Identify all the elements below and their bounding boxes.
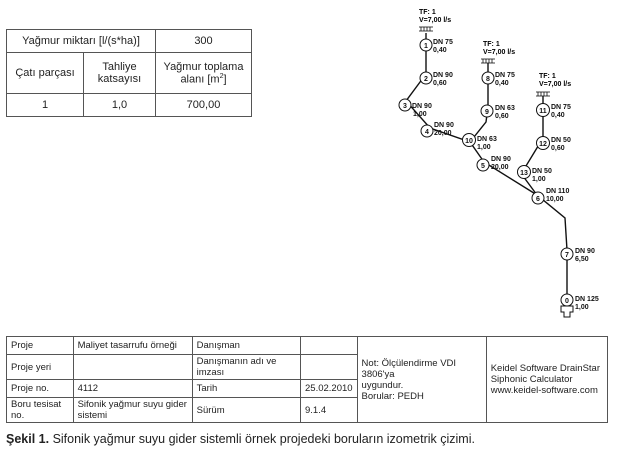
project-location-label: Proje yeri: [7, 355, 74, 380]
node-12-length: 0,60: [551, 145, 565, 152]
pipe-system-label: Boru tesisat no.: [7, 398, 74, 423]
svg-text:6: 6: [536, 196, 540, 203]
catchment-area-header: Yağmur toplama alanı $[m^2]$: [156, 53, 252, 94]
roof-drain-2: [481, 41, 515, 63]
node-10-dn: DN 63: [477, 136, 497, 143]
pipe-node-3: [399, 99, 432, 118]
node-13-length: 1,00: [532, 176, 546, 183]
node-8-dn: DN 75: [495, 72, 515, 79]
rainfall-amount-value: 300: [156, 30, 252, 53]
node-1-dn: DN 75: [433, 39, 453, 46]
drain-2-flow-label: V=7,00 l/s: [483, 49, 516, 56]
project-value: Maliyet tasarrufu örneği: [73, 337, 192, 355]
drain-3-flow-label: V=7,00 l/s: [539, 81, 572, 88]
svg-text:2: 2: [424, 76, 428, 83]
note-cell: Not: Ölçülendirme VDI 3806'ya uygundur. Borular: PEDH: [357, 337, 486, 423]
consultant-name-label: Danışmanın adı ve imzası: [192, 355, 300, 380]
svg-text:7: 7: [565, 252, 569, 259]
roof-drain-icon: [481, 59, 495, 63]
pipe-node-2: [420, 72, 453, 87]
svg-text:1: 1: [424, 43, 428, 50]
svg-text:10: 10: [465, 138, 473, 145]
node-7-length: 6,50: [575, 256, 589, 263]
pipe-node-10: [463, 134, 497, 152]
node-2-dn: DN 90: [433, 72, 453, 79]
node-3-length: 1,00: [413, 111, 427, 118]
drain-2-tf-label: TF: 1: [483, 41, 500, 48]
figure-caption: [6, 432, 475, 446]
consultant-value: [301, 337, 358, 355]
catchment-area-value: 700,00: [156, 94, 252, 117]
version-label: Sürüm: [192, 398, 300, 423]
pipe-node-6: [532, 188, 569, 204]
pipe-node-8: [482, 72, 515, 87]
node-9-dn: DN 63: [495, 105, 515, 112]
roof-drain-icon: [536, 92, 550, 96]
rainfall-table: [6, 29, 252, 117]
node-4-dn: DN 90: [434, 122, 454, 129]
svg-text:4: 4: [425, 129, 429, 136]
drain-1-flow-label: V=7,00 l/s: [419, 17, 452, 24]
node-10-length: 1,00: [477, 144, 491, 151]
discharge-coefficient-value: 1,0: [84, 94, 156, 117]
pipe-system-value: Sifonik yağmur suyu gider sistemi: [73, 398, 192, 423]
pipe-node-12: [537, 137, 571, 153]
node-2-length: 0,60: [433, 80, 447, 87]
pipe-node-7: [561, 248, 595, 263]
isometric-pipe-diagram: [380, 5, 630, 320]
outlet-connector-icon: [561, 306, 573, 317]
node-7-dn: DN 90: [575, 248, 595, 255]
node-11-dn: DN 75: [551, 104, 571, 111]
figure-caption-label: Şekil 1.: [6, 432, 50, 446]
discharge-coefficient-header: Tahliye katsayısı: [84, 53, 156, 94]
node-3-dn: DN 90: [412, 103, 432, 110]
consultant-name-value: [301, 355, 358, 380]
node-9-length: 0,60: [495, 113, 509, 120]
roof-drain-3: [536, 73, 571, 96]
node-5-dn: DN 90: [491, 156, 511, 163]
node-8-length: 0,40: [495, 80, 509, 87]
roof-drain-1: [419, 9, 451, 31]
node-13-dn: DN 50: [532, 168, 552, 175]
drain-1-tf-label: TF: 1: [419, 9, 436, 16]
date-label: Tarih: [192, 380, 300, 398]
roof-part-header: Çatı parçası: [7, 53, 84, 94]
version-value: 9.1.4: [301, 398, 358, 423]
date-value: 25.02.2010: [301, 380, 358, 398]
consultant-label: Danışman: [192, 337, 300, 355]
node-6-dn: DN 110: [546, 188, 570, 195]
node-1-length: 0,40: [433, 47, 447, 54]
svg-text:3: 3: [403, 103, 407, 110]
svg-text:0: 0: [565, 298, 569, 305]
pipe-node-13: [518, 166, 552, 184]
svg-text:12: 12: [539, 141, 547, 148]
node-11-length: 0,40: [551, 112, 565, 119]
svg-text:5: 5: [481, 163, 485, 170]
project-location-value: [73, 355, 192, 380]
svg-text:13: 13: [520, 170, 528, 177]
node-4-length: 20,00: [434, 130, 452, 137]
software-cell: Keidel Software DrainStar Siphonic Calculator www.keidel-software.com: [486, 337, 607, 423]
project-number-label: Proje no.: [7, 380, 74, 398]
node-6-length: 10,00: [546, 196, 564, 203]
roof-part-value: 1: [7, 94, 84, 117]
title-block: [6, 336, 608, 423]
svg-text:11: 11: [539, 108, 547, 115]
node-5-length: 20,00: [491, 164, 509, 171]
node-0-dn: DN 125: [575, 296, 599, 303]
project-number-value: 4112: [73, 380, 192, 398]
pipe-node-1: [420, 39, 453, 54]
drain-3-tf-label: TF: 1: [539, 73, 556, 80]
node-0-length: 1,00: [575, 304, 589, 311]
svg-text:8: 8: [486, 76, 490, 83]
svg-text:9: 9: [485, 109, 489, 116]
roof-drain-icon: [419, 27, 433, 31]
node-12-dn: DN 50: [551, 137, 571, 144]
figure-caption-text: Sifonik yağmur suyu gider sistemli örnek projedeki boruların izometrik çizimi.: [49, 432, 475, 446]
rainfall-amount-label: Yağmur miktarı [l/(s*ha)]: [7, 30, 156, 53]
pipe-node-11: [537, 104, 571, 120]
project-label: Proje: [7, 337, 74, 355]
